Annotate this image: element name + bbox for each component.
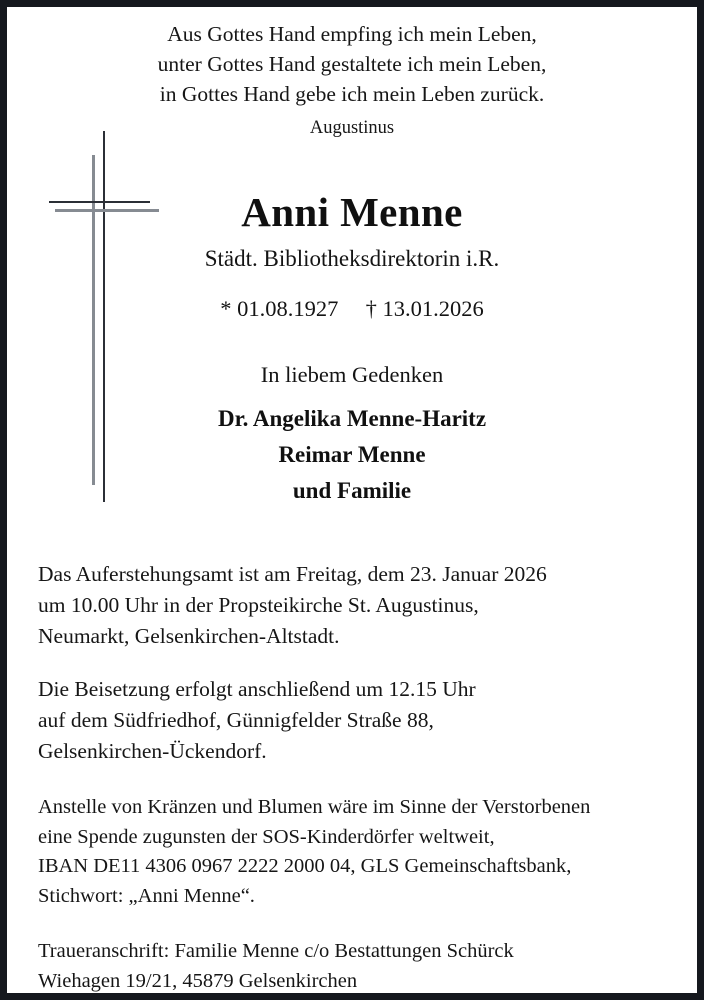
service-line-1: Das Auferstehungsamt ist am Freitag, dem 23. Januar 2026 [38, 562, 547, 586]
mourning-block [7, 359, 697, 509]
obituary-body [7, 559, 697, 996]
donation-line-1: Anstelle von Kränzen und Blumen wäre im Sinne der Verstorbenen [38, 796, 591, 818]
birth-date: 01.08.1927 [237, 296, 339, 321]
deceased-block [7, 187, 697, 325]
contact-line-1: Traueranschrift: Familie Menne c/o Bestattungen Schürck [38, 940, 514, 962]
life-dates [7, 293, 697, 325]
deceased-title: Städt. Bibliotheksdirektorin i.R. [204, 246, 500, 271]
donation-iban-line: IBAN DE11 4306 0967 2222 2000 04, GLS Gemeinschaftsbank, [38, 855, 572, 877]
contact-line-2: Wiehagen 19/21, 45879 Gelsenkirchen [38, 969, 358, 992]
verse-line-2: unter Gottes Hand gestaltete ich mein Leben, [157, 52, 547, 76]
service-line-2: um 10.00 Uhr in der Propsteikirche St. Augustinus, [38, 593, 479, 617]
donation-keyword-line: Stichwort: „Anni Menne“. [38, 884, 255, 907]
mourner-2: Reimar Menne [278, 442, 426, 467]
burial-line-3: Gelsenkirchen-Ückendorf. [38, 739, 267, 763]
birth-symbol: * [220, 296, 232, 321]
verse-line-1: Aus Gottes Hand empfing ich mein Leben, [167, 22, 537, 46]
epitaph-verse [7, 7, 697, 109]
deceased-name: Anni Menne [241, 189, 463, 235]
contact-paragraph [38, 937, 667, 996]
mourner-1: Dr. Angelika Menne-Haritz [217, 406, 487, 431]
in-memory-heading: In liebem Gedenken [260, 362, 444, 387]
obituary-inner [7, 7, 697, 993]
donation-paragraph [38, 793, 667, 911]
death-date: 13.01.2026 [382, 296, 484, 321]
mourner-3: und Familie [292, 478, 412, 503]
verse-line-3: in Gottes Hand gebe ich mein Leben zurück. [159, 82, 545, 106]
service-paragraph [38, 559, 667, 652]
burial-line-2: auf dem Südfriedhof, Günnigfelder Straße 88, [38, 708, 434, 732]
burial-paragraph [38, 674, 667, 767]
death-symbol: † [365, 296, 377, 321]
burial-line-1: Die Beisetzung erfolgt anschließend um 12.15 Uhr [38, 677, 476, 701]
service-line-3: Neumarkt, Gelsenkirchen-Altstadt. [38, 624, 340, 648]
verse-attribution: Augustinus [309, 118, 395, 138]
donation-line-2: eine Spende zugunsten der SOS-Kinderdörfer weltweit, [38, 825, 495, 848]
